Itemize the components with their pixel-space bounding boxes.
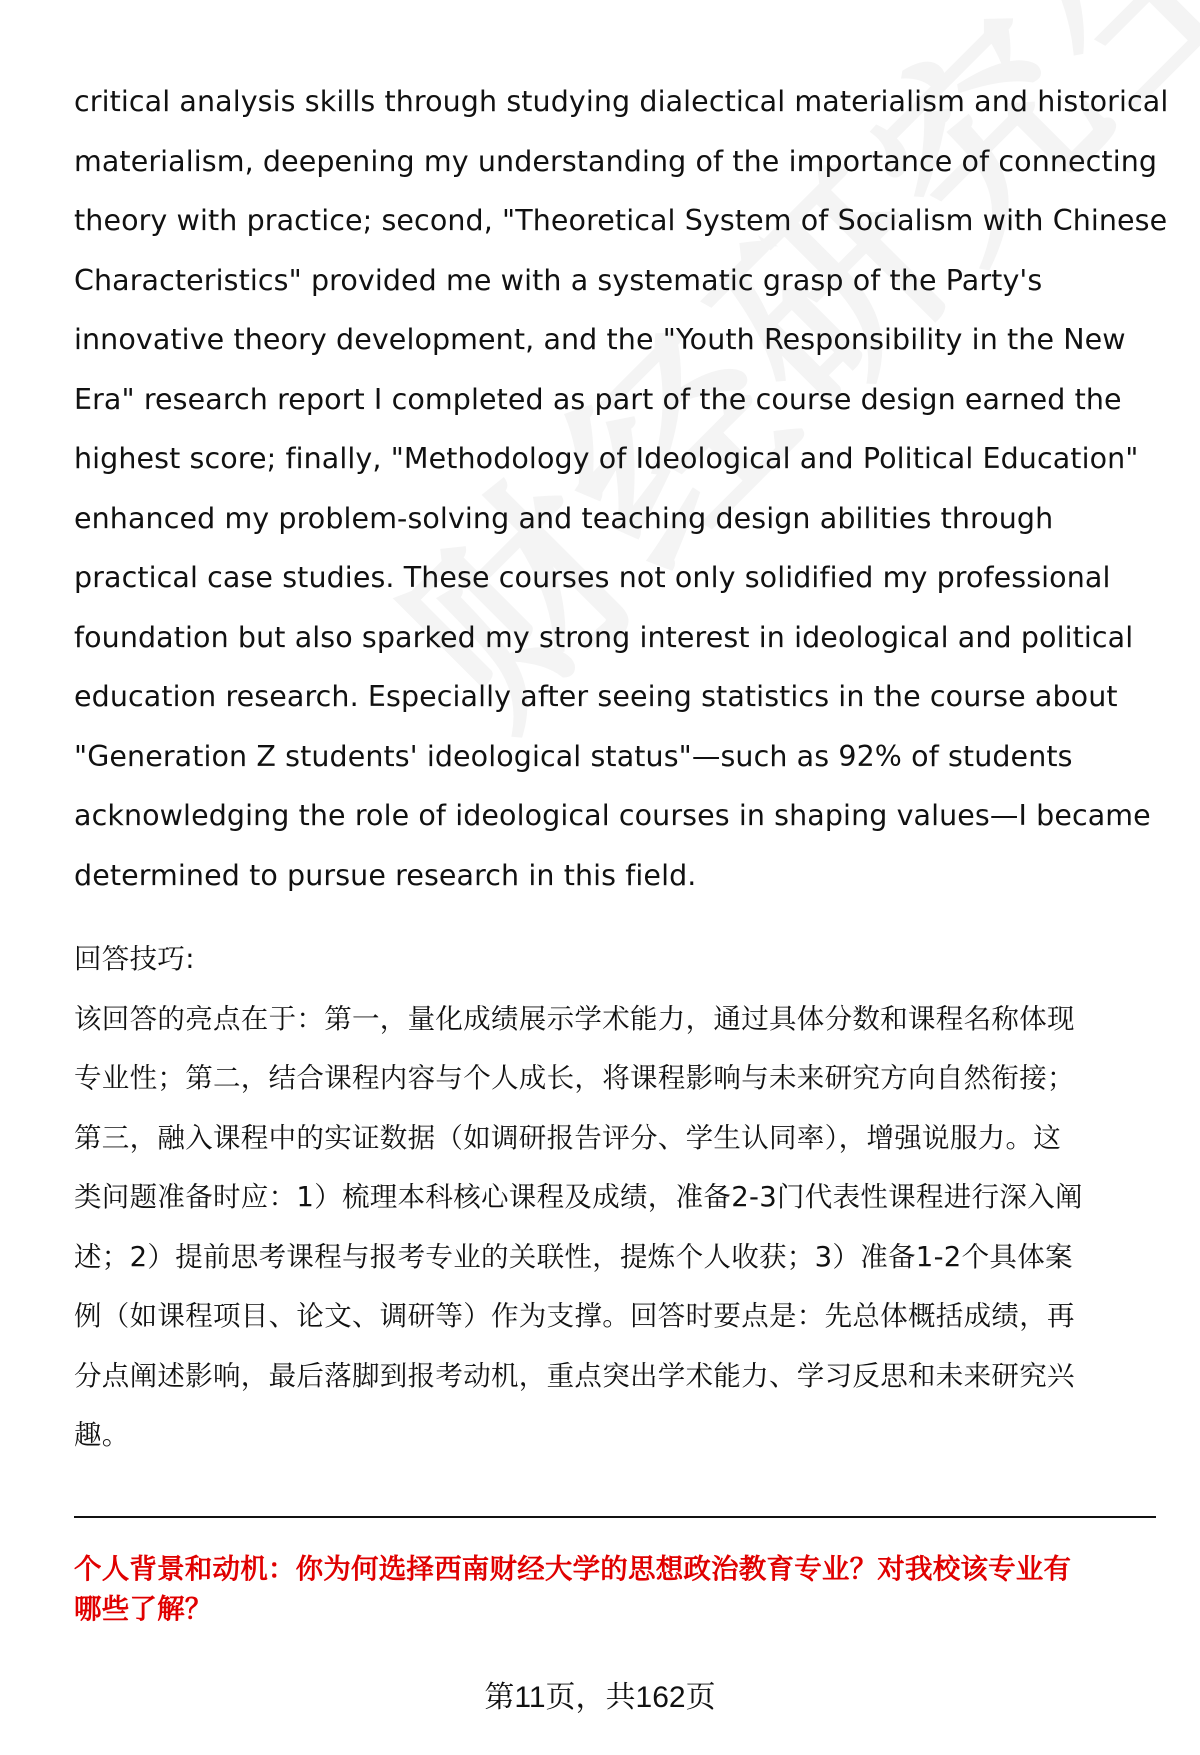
- answer-line: innovative theory development, and the "Youth Responsibility in the New: [74, 323, 1126, 356]
- tips-line: 第三，融入课程中的实证数据（如调研报告评分、学生认同率），增强说服力。这: [74, 1121, 1062, 1154]
- question-line: 哪些了解？: [74, 1593, 213, 1625]
- answer-line: determined to pursue research in this field.: [74, 858, 697, 892]
- answer-line: materialism, deepening my understanding of the importance of connecting: [74, 144, 1158, 178]
- tips-line: 分点阐述影响，最后落脚到报考动机，重点突出学术能力、学习反思和未来研究兴: [74, 1359, 1075, 1392]
- answer-line: "Generation Z students' ideological status"—such as 92% of students: [74, 739, 1073, 773]
- tips-line: 该回答的亮点在于：第一，量化成绩展示学术能力，通过具体分数和课程名称体现: [74, 1002, 1075, 1035]
- page-number: 第11页，共162页: [484, 1681, 716, 1714]
- answer-line: education research. Especially after seeing statistics in the course about: [74, 680, 1118, 713]
- answer-line: highest score; finally, "Methodology of Ideological and Political Education": [74, 442, 1139, 475]
- answer-line: enhanced my problem-solving and teaching design abilities through: [74, 501, 1054, 535]
- tips-line: 例（如课程项目、论文、调研等）作为支撑。回答时要点是：先总体概括成绩，再: [74, 1300, 1075, 1332]
- answer-line: theory with practice; second, "Theoretical System of Socialism with Chinese: [74, 204, 1168, 237]
- tips-line: 趣。: [74, 1419, 130, 1451]
- question-line: 个人背景和动机：你为何选择西南财经大学的思想政治教育专业？对我校该专业有: [74, 1553, 1072, 1585]
- answer-line: acknowledging the role of ideological courses in shaping values—I became: [74, 799, 1151, 832]
- tips-heading: 回答技巧:: [74, 943, 195, 975]
- tips-line: 专业性；第二，结合课程内容与个人成长，将课程影响与未来研究方向自然衔接；: [74, 1062, 1075, 1094]
- answer-paragraph: [74, 72, 1169, 905]
- tips-line: 述；2）提前思考课程与报考专业的关联性，提炼个人收获；3）准备1-2个具体案: [74, 1240, 1073, 1273]
- answer-line: Characteristics" provided me with a systematic grasp of the Party's: [74, 263, 1043, 297]
- tips-line: 类问题准备时应：1）梳理本科核心课程及成绩，准备2-3门代表性课程进行深入阐: [74, 1181, 1083, 1213]
- answer-line: foundation but also sparked my strong interest in ideological and political: [74, 620, 1134, 654]
- next-question-heading: [74, 1549, 1164, 1629]
- answer-line: Era" research report I completed as part of the course design earned the: [74, 382, 1122, 416]
- answer-line: practical case studies. These courses not only solidified my professional: [74, 561, 1111, 594]
- answer-line: critical analysis skills through studying dialectical materialism and historical: [74, 85, 1169, 118]
- answer-tips-section: [74, 930, 1154, 1466]
- section-divider: [74, 1516, 1156, 1518]
